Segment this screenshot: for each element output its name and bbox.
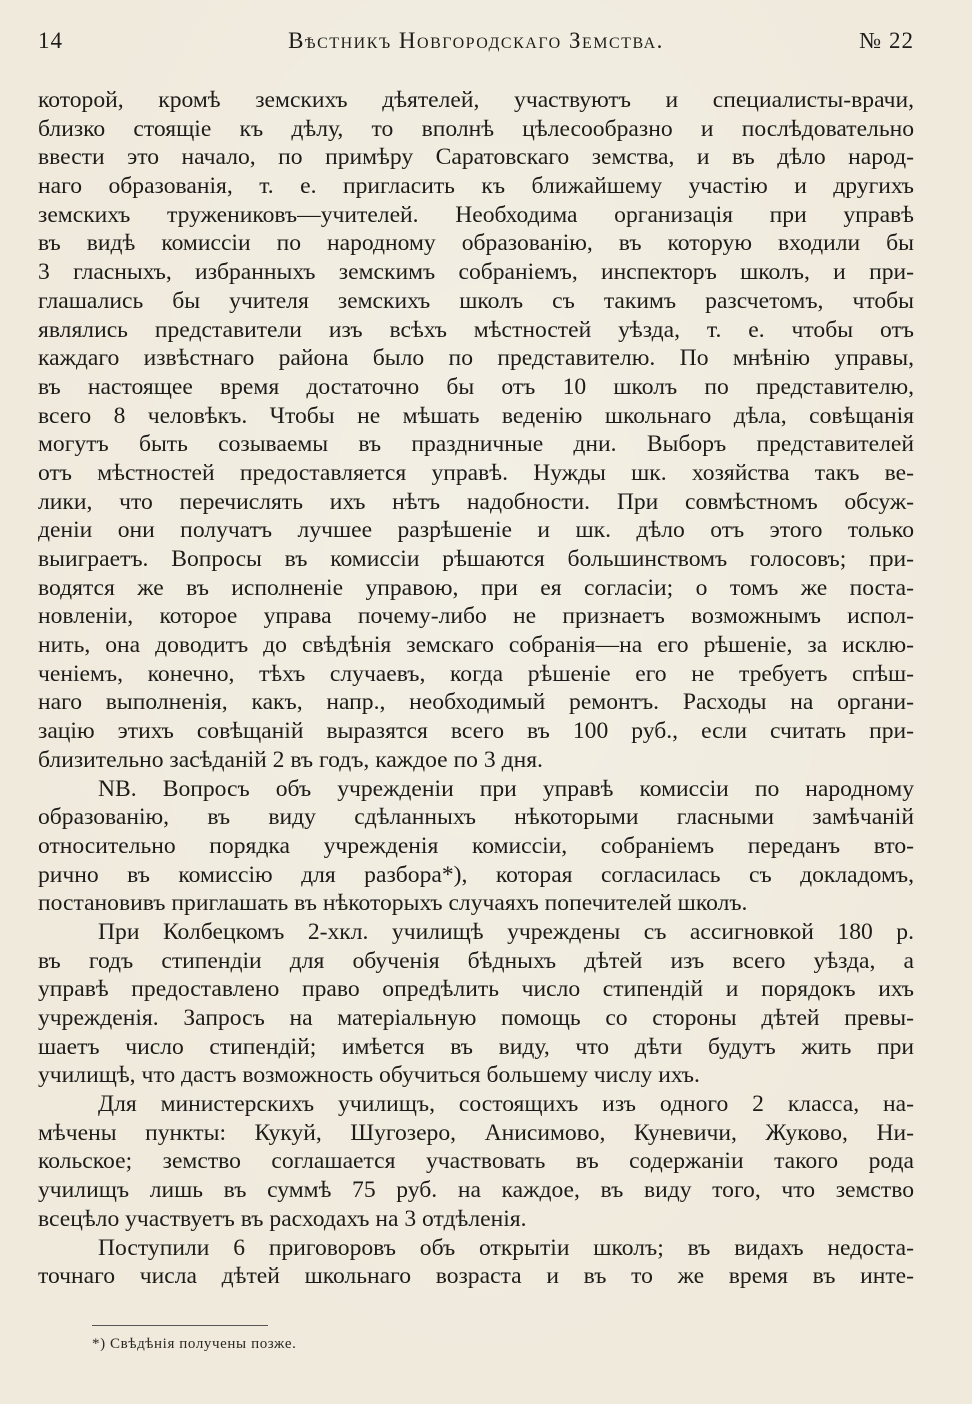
text-line: лики, что перечислять ихъ нѣтъ надобности. При совмѣстномъ обсуж-: [38, 488, 914, 515]
page-header: [38, 22, 914, 62]
text-line: глашались бы учителя земскихъ школъ съ такимъ разсчетомъ, чтобы: [38, 287, 914, 314]
text-line: относительно порядка учрежденія комиссіи, собраніемъ переданъ вто-: [38, 832, 914, 859]
text-line: При Колбецкомъ 2-хкл. училищѣ учреждены съ ассигновкой 180 р.: [98, 918, 914, 945]
text-line: постановивъ приглашать въ нѣкоторыхъ случаяхъ попечителей школъ.: [38, 890, 748, 917]
footnote-divider: [92, 1325, 268, 1326]
text-line: зацію этихъ совѣщаній выразятся всего въ 100 руб., если считать при-: [38, 718, 914, 745]
text-line: управѣ предоставлено право опредѣлить число стипендій и порядокъ ихъ: [38, 976, 914, 1003]
text-line: Поступили 6 приговоровъ объ открытіи школъ; въ видахъ недоста-: [98, 1234, 914, 1261]
text-line: Для министерскихъ училищъ, состоящихъ изъ одного 2 класса, на-: [98, 1091, 914, 1118]
text-line: нить, она доводитъ до свѣдѣнія земскаго собранія—на его рѣшеніе, за исклю-: [38, 632, 914, 659]
text-line: наго образованія, т. е. пригласить къ ближайшему участію и другихъ: [38, 173, 914, 200]
text-line: которой, кромѣ земскихъ дѣятелей, участвуютъ и специалисты-врачи,: [38, 87, 914, 113]
text-line: выиграетъ. Вопросы въ комиссіи рѣшаются большинствомъ голосовъ; при-: [38, 546, 914, 572]
running-title: Вѣстникъ Новгородскаго Земства.: [288, 28, 664, 53]
text-line: мѣчены пункты: Кукуй, Шугозеро, Анисимово, Куневичи, Жуково, Ни-: [38, 1119, 914, 1146]
text-line: всего 8 человѣкъ. Чтобы не мѣшать веденію школьнаго дѣла, совѣщанія: [38, 402, 914, 429]
text-line: близительно засѣданій 2 въ годъ, каждое по 3 дня.: [38, 746, 543, 773]
text-line: являлись представители изъ всѣхъ мѣстностей уѣзда, т. е. чтобы отъ: [38, 316, 914, 343]
text-line: училищѣ, что дастъ возможность обучиться большему числу ихъ.: [38, 1062, 700, 1089]
text-line: каждаго извѣстнаго района было по представителю. По мнѣнію управы,: [38, 345, 914, 372]
footnote: *) Свѣдѣнія получены позже.: [92, 1336, 297, 1352]
text-line: водятся же въ исполненіе управою, при ея согласіи; о томъ же поста-: [38, 574, 914, 601]
text-line: всецѣло участвуетъ въ расходахъ на 3 отдѣленія.: [38, 1205, 527, 1232]
text-line: земскихъ тружениковъ—учителей. Необходима организація при управѣ: [38, 201, 914, 228]
text-line: училищъ лишь въ суммѣ 75 руб. на каждое, въ виду того, что земство: [38, 1177, 914, 1204]
text-line: учрежденія. Запросъ на матеріальную помощь со стороны дѣтей превы-: [38, 1005, 914, 1031]
text-line: близко стоящіе къ дѣлу, то вполнѣ цѣлесообразно и послѣдовательно: [38, 115, 914, 142]
text-line: отъ мѣстностей предоставляется управѣ. Нужды шк. хозяйства такъ ве-: [38, 459, 914, 486]
text-line: въ настоящее время достаточно бы отъ 10 школъ по представителю,: [38, 373, 914, 400]
text-line: могутъ быть созываемы въ праздничные дни. Выборъ представителей: [38, 431, 914, 458]
text-line: NB. Вопросъ объ учрежденіи при управѣ комиссіи по народному: [98, 775, 914, 802]
issue-number: № 22: [859, 28, 914, 53]
page-number: 14: [38, 28, 63, 53]
text-line: деніи они получатъ лучшее разрѣшеніе и шк. дѣло отъ этого только: [38, 517, 914, 544]
text-line: наго выполненія, какъ, напр., необходимый ремонтъ. Расходы на органи-: [38, 689, 914, 716]
text-line: 3 гласныхъ, избранныхъ земскимъ собраніемъ, инспекторъ школъ, и при-: [38, 259, 914, 286]
text-line: рично въ комиссію для разбора*), которая согласилась съ докладомъ,: [38, 861, 914, 888]
text-line: новленіи, которое управа почему-либо не признаетъ возможнымъ испол-: [38, 603, 914, 630]
text-line: въ годъ стипендіи для обученія бѣдныхъ дѣтей изъ всего уѣзда, а: [38, 947, 914, 974]
text-line: шаетъ число стипендій; имѣется въ виду, что дѣти будутъ жить при: [38, 1033, 914, 1060]
text-line: въ видѣ комиссіи по народному образованію, въ которую входили бы: [38, 230, 914, 257]
text-line: точнаго числа дѣтей школьнаго возраста и въ то же время въ инте-: [38, 1263, 914, 1290]
body-text: [38, 86, 914, 1291]
text-line: образованію, въ виду сдѣланныхъ нѣкоторыми гласными замѣчаній: [38, 804, 914, 831]
text-line: ввести это начало, по примѣру Саратовскаго земства, и въ дѣло народ-: [38, 144, 914, 171]
text-line: кольское; земство соглашается участвовать въ содержаніи такого рода: [38, 1148, 914, 1175]
text-line: ченіемъ, конечно, тѣхъ случаевъ, когда рѣшеніе его не требуетъ спѣш-: [38, 660, 914, 687]
